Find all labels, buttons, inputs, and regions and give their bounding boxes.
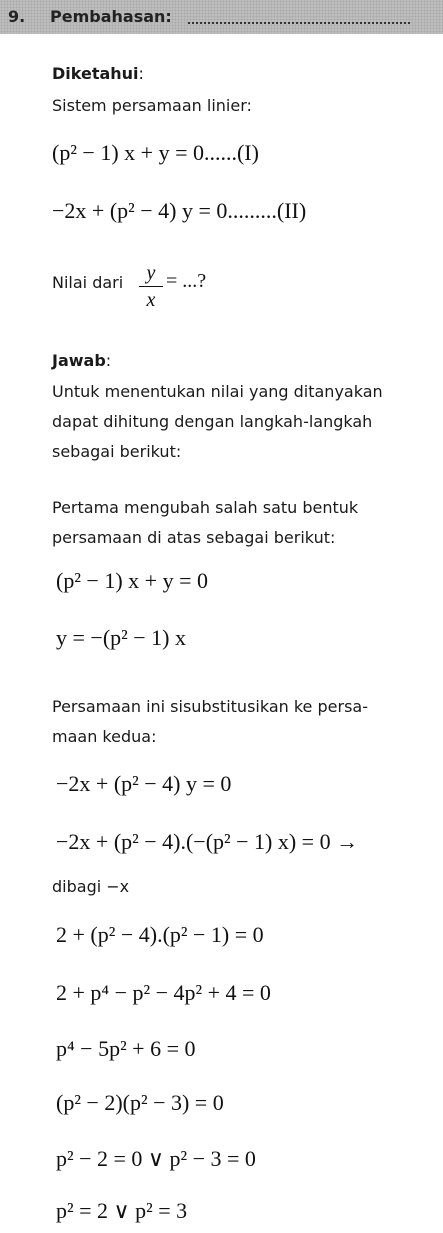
step2-equation-8: p² = 2 ∨ p² = 3 bbox=[56, 1198, 188, 1223]
step2-equation-2: −2x + (p² − 4).(−(p² − 1) x) = 0 → bbox=[56, 829, 359, 854]
fraction-numerator: y bbox=[146, 262, 156, 284]
diketahui-heading bbox=[52, 64, 144, 83]
jawab-colon: : bbox=[105, 351, 112, 370]
jawab-line-3: sebagai berikut: bbox=[52, 442, 182, 461]
jawab-line-1: Untuk menentukan nilai yang ditanyakan bbox=[52, 382, 383, 401]
step1-equation-1: (p² − 1) x + y = 0 bbox=[56, 568, 208, 593]
section-header bbox=[0, 0, 443, 34]
step2-equation-3: 2 + (p² − 4).(p² − 1) = 0 bbox=[56, 922, 264, 947]
step1-equation-2: y = −(p² − 1) x bbox=[56, 625, 186, 650]
question-fraction bbox=[139, 262, 163, 311]
step2-equation-4: 2 + p⁴ − p² − 4p² + 4 = 0 bbox=[56, 980, 271, 1005]
question-suffix: = ...? bbox=[166, 270, 207, 292]
diketahui-colon: : bbox=[138, 64, 144, 83]
step2-line-2: maan kedua: bbox=[52, 727, 157, 746]
step1-line-1: Pertama mengubah salah satu bentuk bbox=[52, 498, 359, 517]
section-number: 9. bbox=[8, 7, 26, 26]
step2-line-1: Persamaan ini sisubstitusikan ke persa- bbox=[52, 697, 368, 716]
step2-equation-1: −2x + (p² − 4) y = 0 bbox=[56, 771, 232, 796]
jawab-label: Jawab bbox=[52, 351, 106, 370]
step2-equation-7: p² − 2 = 0 ∨ p² − 3 = 0 bbox=[56, 1146, 256, 1171]
given-equation-1: (p² − 1) x + y = 0......(I) bbox=[52, 140, 259, 165]
diketahui-label: Diketahui bbox=[52, 64, 139, 83]
fraction-denominator: x bbox=[146, 289, 156, 311]
given-equation-2: −2x + (p² − 4) y = 0.........(II) bbox=[52, 198, 307, 223]
section-title: Pembahasan: bbox=[50, 7, 172, 26]
jawab-line-2: dapat dihitung dengan langkah-langkah bbox=[52, 412, 373, 431]
jawab-heading bbox=[52, 351, 111, 370]
question-prefix: Nilai dari bbox=[52, 273, 124, 292]
header-dotted-leader bbox=[188, 12, 410, 24]
divide-note: dibagi −x bbox=[52, 877, 130, 896]
step1-line-2: persamaan di atas sebagai berikut: bbox=[52, 528, 336, 547]
step2-equation-5: p⁴ − 5p² + 6 = 0 bbox=[56, 1036, 196, 1061]
step2-equation-6: (p² − 2)(p² − 3) = 0 bbox=[56, 1090, 224, 1115]
fraction-bar bbox=[139, 286, 163, 287]
diketahui-intro: Sistem persamaan linier: bbox=[52, 96, 252, 115]
